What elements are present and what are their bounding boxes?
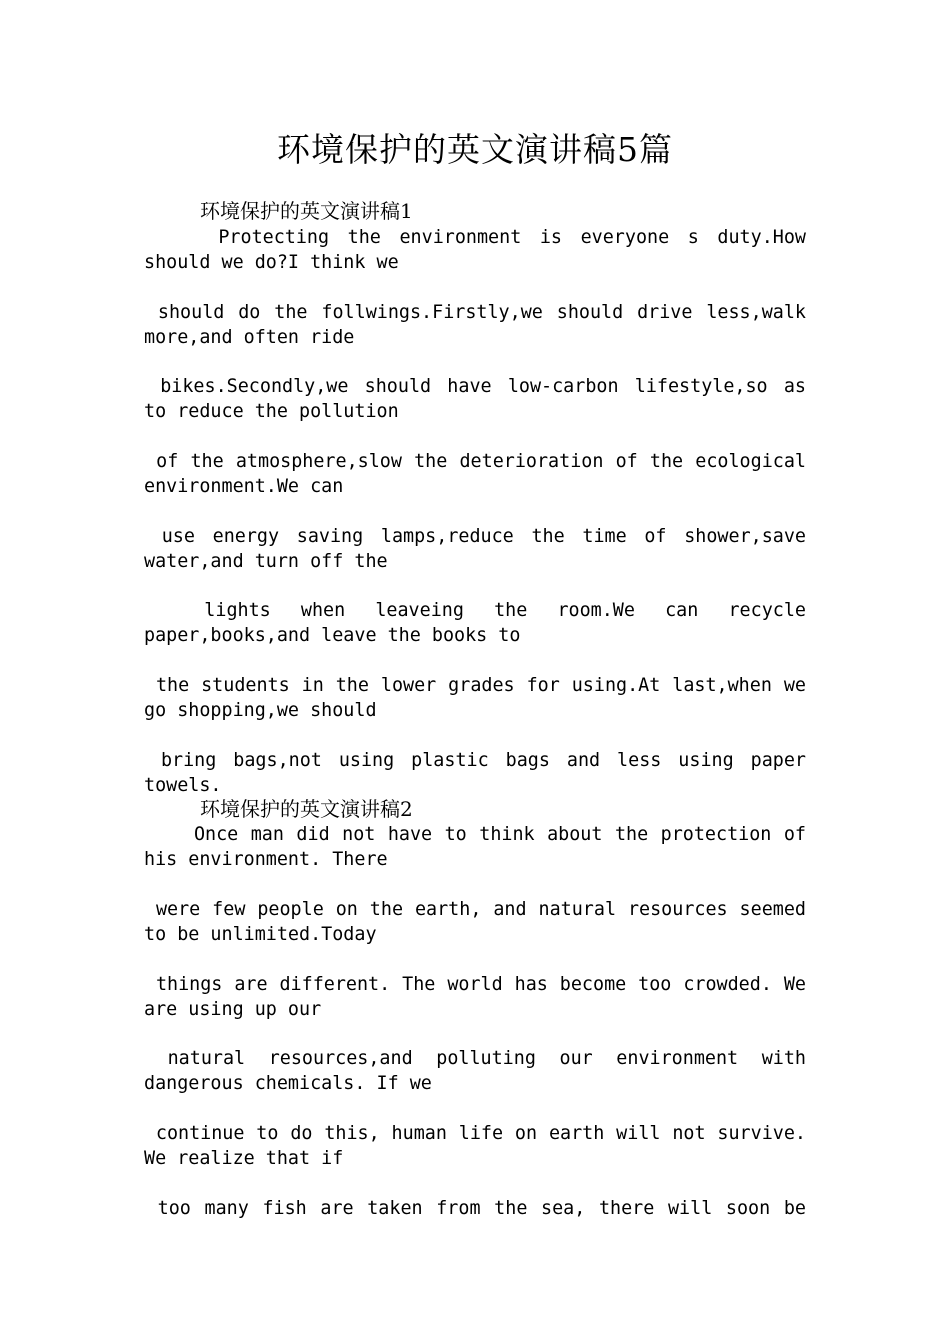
paragraph-line: dangerous chemicals. If we xyxy=(144,1073,432,1094)
paragraph-line: the students in the lower grades for using.At last,when we xyxy=(144,675,806,696)
paragraph-line: bring bags,not using plastic bags and less using paper xyxy=(144,750,806,771)
paragraph-line: too many fish are taken from the sea, there will soon be xyxy=(144,1198,806,1219)
paragraph-line: lights when leaveing the room.We can recycle xyxy=(144,600,806,621)
paragraph-line: to be unlimited.Today xyxy=(144,924,377,945)
paragraph-line: more,and often ride xyxy=(144,327,355,348)
paragraph-line: water,and turn off the xyxy=(144,551,388,572)
paragraph-line: of the atmosphere,slow the deterioration of the ecological xyxy=(144,451,806,472)
paragraph-line: to reduce the pollution xyxy=(144,401,399,422)
paragraph-line: continue to do this, human life on earth will not survive. xyxy=(144,1123,806,1144)
paragraph-line: Protecting the environment is everyone s duty.How xyxy=(144,227,806,248)
paragraph-line: his environment. There xyxy=(144,849,388,870)
paragraph-line: bikes.Secondly,we should have low-carbon lifestyle,so as xyxy=(144,376,806,397)
paragraph-line: towels. xyxy=(144,775,222,796)
section-heading-2: 环境保护的英文演讲稿2 xyxy=(200,797,413,821)
paragraph-line: should we do?I think we xyxy=(144,252,399,273)
document-title: 环境保护的英文演讲稿5篇 xyxy=(277,130,673,169)
paragraph-line: go shopping,we should xyxy=(144,700,377,721)
paragraph-line: things are different. The world has become too crowded. We xyxy=(144,974,806,995)
paragraph-line: were few people on the earth, and natural resources seemed xyxy=(144,899,806,920)
paragraph-line: environment.We can xyxy=(144,476,344,497)
paragraph-line: use energy saving lamps,reduce the time of shower,save xyxy=(144,526,806,547)
section-heading-1: 环境保护的英文演讲稿1 xyxy=(200,199,413,223)
paragraph-line: are using up our xyxy=(144,999,322,1020)
paragraph-line: Once man did not have to think about the protection of xyxy=(144,824,806,845)
paragraph-line: We realize that if xyxy=(144,1148,344,1169)
paragraph-line: should do the follwings.Firstly,we should drive less,walk xyxy=(144,302,806,323)
paragraph-line: natural resources,and polluting our environment with xyxy=(144,1048,806,1069)
paragraph-line: paper,books,and leave the books to xyxy=(144,625,521,646)
